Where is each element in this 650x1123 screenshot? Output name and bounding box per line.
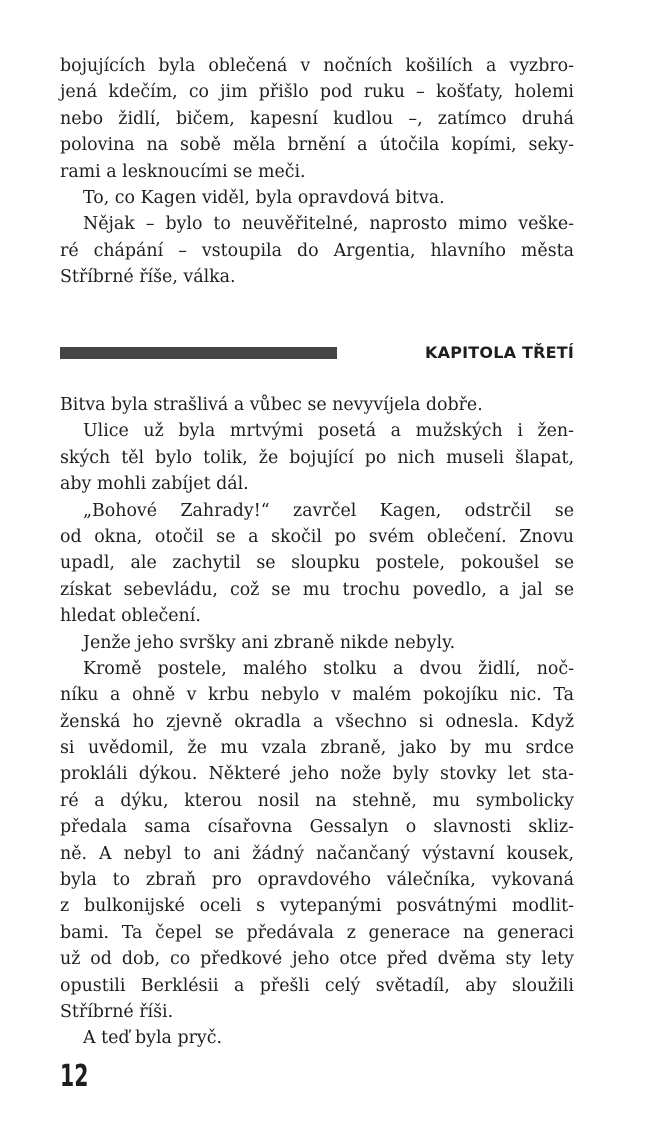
text-line: Stříbrné říši. xyxy=(60,1001,174,1022)
text-line: To, co Kagen viděl, byla opravdová bitva. xyxy=(83,187,445,208)
text-line: Jenže jeho svršky ani zbraně nikde nebyly. xyxy=(83,632,456,653)
text-line: nebo židlí, bičem, kapesní kudlou –, zatímco druhá xyxy=(60,108,574,129)
text-line: si uvědomil, že mu vzala zbraně, jako by mu srdce xyxy=(60,738,574,759)
text-line: Ulice už byla mrtvými posetá a mužských i žen- xyxy=(83,421,574,442)
text-line: Nějak – bylo to neuvěřitelné, naprosto mimo veške- xyxy=(83,214,574,235)
text-line: ré chápání – vstoupila do Argentia, hlavního města xyxy=(60,240,574,261)
text-line: předala sama císařovna Gessalyn o slavnosti skliz- xyxy=(60,817,574,838)
text-line: byla to zbraň pro opravdového válečníka, vykovaná xyxy=(60,870,574,891)
top-text-block xyxy=(60,53,574,291)
text-line: získat sebevládu, což se mu trochu povedlo, a jal se xyxy=(60,579,574,600)
chapter-text-block xyxy=(60,392,574,1052)
text-line: polovina na sobě měla brnění a útočila kopími, seky- xyxy=(60,135,574,156)
text-line: rami a lesknoucími se meči. xyxy=(60,161,306,182)
text-line: bojujících byla oblečená v nočních košilích a vyzbro- xyxy=(60,56,574,76)
text-line: ženská ho zjevně okradla a všechno si odnesla. Když xyxy=(60,711,574,732)
text-line: upadl, ale zachytil se sloupku postele, pokoušel se xyxy=(60,553,574,574)
text-line: aby mohli zabíjet dál. xyxy=(60,474,249,495)
text-line: Bitva byla strašlivá a vůbec se nevyvíjela dobře. xyxy=(60,395,483,415)
text-line: opustili Berklésii a přešli celý světadíl, aby sloužili xyxy=(60,975,574,996)
text-line: prokláli dýkou. Některé jeho nože byly stovky let sta- xyxy=(60,764,574,785)
text-line: Kromě postele, malého stolku a dvou židlí, noč- xyxy=(83,658,574,679)
chapter-title: KAPITOLA TŘETÍ xyxy=(425,343,574,362)
text-line: bami. Ta čepel se předávala z generace na generaci xyxy=(60,922,574,943)
text-line: ně. A nebyl to ani žádný načančaný výstavní kousek, xyxy=(60,843,574,864)
page-number: 12 xyxy=(60,1059,89,1094)
text-line: už od dob, co předkové jeho otce před dvěma sty lety xyxy=(60,949,574,970)
text-line: ré a dýku, kterou nosil na stehně, mu symbolicky xyxy=(60,790,574,811)
text-line: z bulkonijské oceli s vytepanými posvátnými modlit- xyxy=(60,896,574,917)
text-line: „Bohové Zahrady!“ zavrčel Kagen, odstrčil se xyxy=(83,500,574,521)
text-line: A teď byla pryč. xyxy=(83,1028,222,1049)
text-line: Stříbrné říše, válka. xyxy=(60,267,236,288)
text-line: ských těl bylo tolik, že bojující po nich museli šlapat, xyxy=(60,447,574,468)
text-line: hledat oblečení. xyxy=(60,606,201,627)
text-line: od okna, otočil se a skočil po svém oblečení. Znovu xyxy=(60,526,574,547)
text-line: jená kdečím, co jim přišlo pod ruku – košťaty, holemi xyxy=(60,82,574,103)
chapter-divider-bar xyxy=(60,347,337,359)
text-line: níku a ohně v krbu nebylo v malém pokojíku nic. Ta xyxy=(60,685,574,706)
